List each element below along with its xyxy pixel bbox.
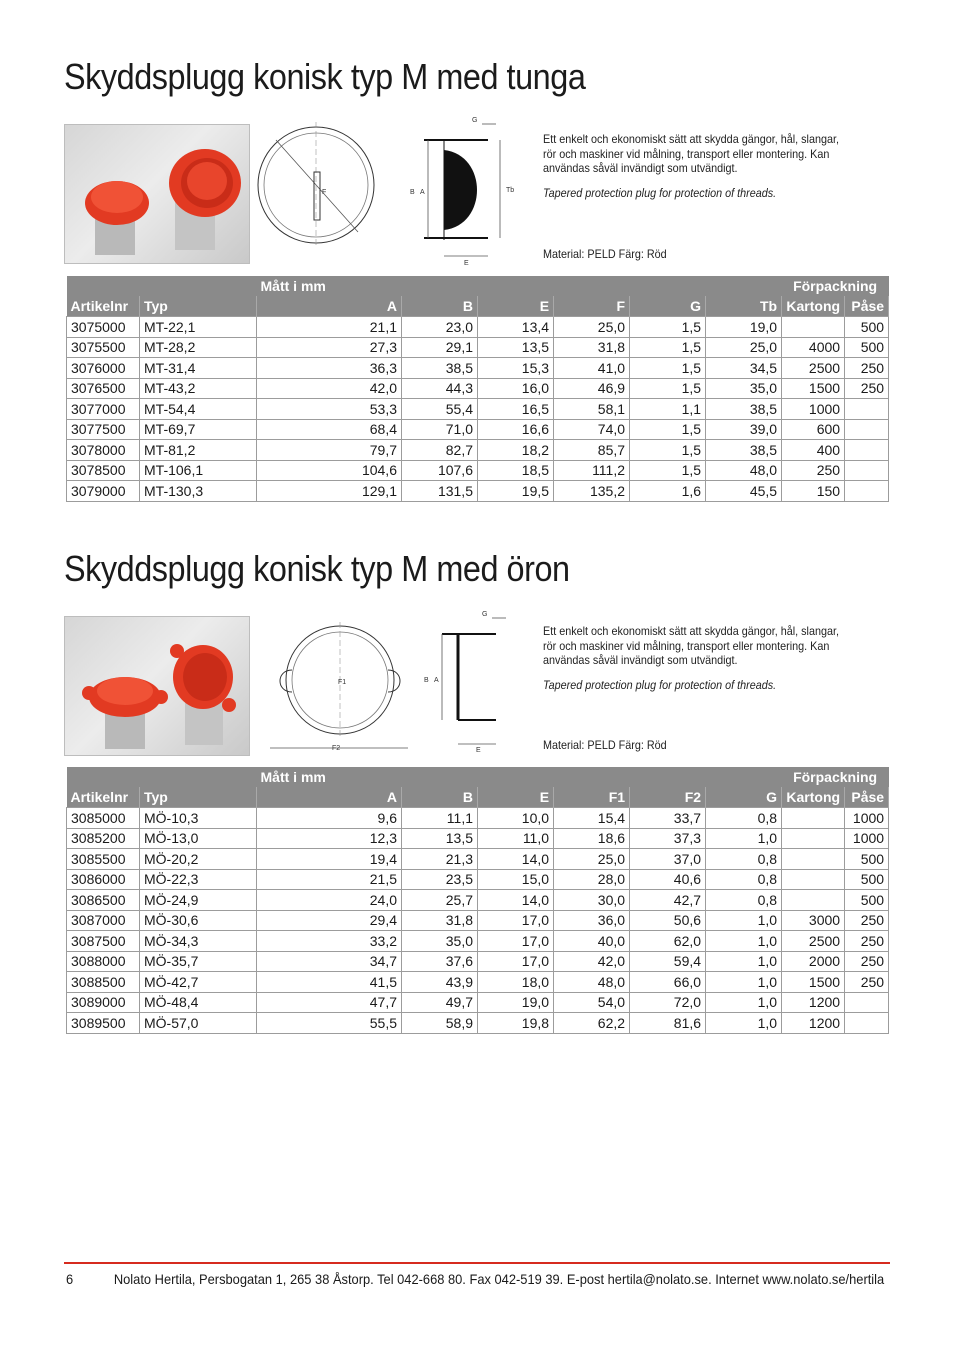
cell-kartong: 2500 — [782, 358, 845, 379]
cell-artikelnr: 3087000 — [67, 910, 140, 931]
cell-typ: MT-81,2 — [140, 440, 257, 461]
cell-pse — [845, 992, 889, 1013]
cell-b: 31,8 — [402, 910, 478, 931]
description — [543, 624, 854, 692]
col-e: E — [478, 296, 554, 317]
cell-e: 14,0 — [478, 849, 554, 870]
cell-tb: 35,0 — [706, 378, 782, 399]
plug-photo-illustration — [65, 617, 249, 755]
cell-e: 19,8 — [478, 1013, 554, 1034]
table-row — [67, 951, 889, 972]
cell-g: 1,0 — [706, 931, 782, 952]
label-f1: F1 — [338, 679, 347, 686]
cell-kartong: 2500 — [782, 931, 845, 952]
cell-typ: MT-106,1 — [140, 460, 257, 481]
cell-e: 15,3 — [478, 358, 554, 379]
section-title: Skyddsplugg konisk typ M med öron — [64, 548, 570, 589]
footer-contact: Nolato Hertila, Persbogatan 1, 265 38 Åstorp. Tel 042-668 80. Fax 042-519 39. E-post hertila@nolato.se. Internet www.nolato.se/hertila — [113, 1271, 885, 1287]
cell-g: 1,0 — [706, 992, 782, 1013]
col-typ: Typ — [140, 787, 257, 808]
cell-typ: MÖ-13,0 — [140, 828, 257, 849]
plug-dimension-drawing — [256, 604, 526, 754]
cell-artikelnr: 3076000 — [67, 358, 140, 379]
cell-a: 53,3 — [257, 399, 402, 420]
cell-g: 1,0 — [706, 828, 782, 849]
cell-typ: MT-22,1 — [140, 317, 257, 338]
cell-artikelnr: 3089000 — [67, 992, 140, 1013]
label-f2: F2 — [332, 745, 341, 752]
cell-f2: 42,7 — [630, 890, 706, 911]
cell-f: 85,7 — [554, 440, 630, 461]
cell-a: 36,3 — [257, 358, 402, 379]
cell-tb: 19,0 — [706, 317, 782, 338]
cell-a: 47,7 — [257, 992, 402, 1013]
cell-artikelnr: 3085000 — [67, 808, 140, 829]
cell-kartong — [782, 869, 845, 890]
cell-pse: 250 — [845, 378, 889, 399]
cell-typ: MÖ-35,7 — [140, 951, 257, 972]
table-row — [67, 890, 889, 911]
material-info: Material: PELD Färg: Röd — [543, 247, 667, 261]
cell-kartong: 400 — [782, 440, 845, 461]
cell-e: 19,0 — [478, 992, 554, 1013]
cell-b: 71,0 — [402, 419, 478, 440]
cell-artikelnr: 3086500 — [67, 890, 140, 911]
cell-e: 17,0 — [478, 931, 554, 952]
cell-f1: 28,0 — [554, 869, 630, 890]
cell-b: 82,7 — [402, 440, 478, 461]
cell-f: 135,2 — [554, 481, 630, 502]
label-g: G — [482, 611, 488, 618]
cell-g: 0,8 — [706, 849, 782, 870]
cell-g: 1,5 — [630, 378, 706, 399]
table-row — [67, 972, 889, 993]
col-g: G — [706, 787, 782, 808]
cell-typ: MT-43,2 — [140, 378, 257, 399]
cell-pse: 1000 — [845, 808, 889, 829]
cell-g: 1,6 — [630, 481, 706, 502]
cell-tb: 48,0 — [706, 460, 782, 481]
cell-b: 25,7 — [402, 890, 478, 911]
cell-a: 55,5 — [257, 1013, 402, 1034]
col-e: E — [478, 787, 554, 808]
section-title: Skyddsplugg konisk typ M med tunga — [64, 56, 586, 97]
cell-typ: MT-28,2 — [140, 337, 257, 358]
cell-kartong — [782, 849, 845, 870]
cell-f2: 72,0 — [630, 992, 706, 1013]
cell-a: 19,4 — [257, 849, 402, 870]
group-pack: Förpackning — [782, 767, 889, 787]
cell-e: 18,5 — [478, 460, 554, 481]
cell-g: 1,5 — [630, 337, 706, 358]
cell-e: 16,6 — [478, 419, 554, 440]
col-pase: Påse — [845, 296, 889, 317]
cell-a: 29,4 — [257, 910, 402, 931]
cell-a: 21,1 — [257, 317, 402, 338]
cell-e: 13,4 — [478, 317, 554, 338]
group-pack: Förpackning — [782, 276, 889, 296]
cell-a: 79,7 — [257, 440, 402, 461]
cell-e: 17,0 — [478, 951, 554, 972]
cell-artikelnr: 3088500 — [67, 972, 140, 993]
cell-b: 38,5 — [402, 358, 478, 379]
cell-b: 55,4 — [402, 399, 478, 420]
cell-f2: 66,0 — [630, 972, 706, 993]
cell-f: 25,0 — [554, 317, 630, 338]
cell-a: 27,3 — [257, 337, 402, 358]
cell-f: 111,2 — [554, 460, 630, 481]
label-b: B — [424, 677, 429, 684]
cell-kartong — [782, 828, 845, 849]
cell-f2: 40,6 — [630, 869, 706, 890]
cell-tb: 39,0 — [706, 419, 782, 440]
cell-a: 33,2 — [257, 931, 402, 952]
cell-pse: 250 — [845, 972, 889, 993]
cell-a: 9,6 — [257, 808, 402, 829]
cell-artikelnr: 3086000 — [67, 869, 140, 890]
cell-tb: 45,5 — [706, 481, 782, 502]
cell-f1: 54,0 — [554, 992, 630, 1013]
cell-artikelnr: 3077000 — [67, 399, 140, 420]
cell-pse: 500 — [845, 337, 889, 358]
cell-g: 1,1 — [630, 399, 706, 420]
table-row — [67, 808, 889, 829]
cell-typ: MT-31,4 — [140, 358, 257, 379]
cell-b: 23,0 — [402, 317, 478, 338]
cell-b: 11,1 — [402, 808, 478, 829]
cell-f2: 33,7 — [630, 808, 706, 829]
cell-pse: 250 — [845, 951, 889, 972]
cell-e: 14,0 — [478, 890, 554, 911]
cell-pse: 500 — [845, 317, 889, 338]
cell-e: 17,0 — [478, 910, 554, 931]
label-a: A — [434, 677, 439, 684]
cell-typ: MT-130,3 — [140, 481, 257, 502]
cell-kartong: 1200 — [782, 1013, 845, 1034]
description-sv: Ett enkelt och ekonomiskt sätt att skydda gängor, hål, slangar, rör och maskiner vid målning, transport eller montering. Kan användas såväl invändigt som utvändigt. — [543, 624, 839, 667]
cell-kartong: 1200 — [782, 992, 845, 1013]
cell-pse: 250 — [845, 910, 889, 931]
cell-g: 1,5 — [630, 440, 706, 461]
table-row — [67, 931, 889, 952]
col-kartong: Kartong — [782, 296, 845, 317]
cell-f: 31,8 — [554, 337, 630, 358]
table-row — [67, 828, 889, 849]
cell-pse: 250 — [845, 358, 889, 379]
cell-kartong: 1000 — [782, 399, 845, 420]
cell-b: 21,3 — [402, 849, 478, 870]
cell-pse: 500 — [845, 849, 889, 870]
cell-tb: 38,5 — [706, 440, 782, 461]
cell-a: 24,0 — [257, 890, 402, 911]
cell-b: 23,5 — [402, 869, 478, 890]
table-row — [67, 992, 889, 1013]
cell-a: 41,5 — [257, 972, 402, 993]
footer — [66, 1271, 884, 1287]
cell-kartong: 2000 — [782, 951, 845, 972]
cell-a: 34,7 — [257, 951, 402, 972]
description-en: Tapered protection plug for protection of threads. — [543, 185, 777, 200]
cell-typ: MT-69,7 — [140, 419, 257, 440]
cell-f1: 42,0 — [554, 951, 630, 972]
cell-g: 1,0 — [706, 1013, 782, 1034]
cell-kartong: 4000 — [782, 337, 845, 358]
cell-typ: MÖ-22,3 — [140, 869, 257, 890]
cell-tb: 38,5 — [706, 399, 782, 420]
cell-g: 1,0 — [706, 951, 782, 972]
cell-b: 35,0 — [402, 931, 478, 952]
cell-e: 13,5 — [478, 337, 554, 358]
group-dims: Mått i mm — [257, 276, 554, 296]
cell-typ: MÖ-48,4 — [140, 992, 257, 1013]
cell-artikelnr: 3085200 — [67, 828, 140, 849]
cell-f2: 62,0 — [630, 931, 706, 952]
table-row — [67, 849, 889, 870]
cell-f: 46,9 — [554, 378, 630, 399]
cell-pse: 250 — [845, 931, 889, 952]
cell-b: 131,5 — [402, 481, 478, 502]
cell-b: 58,9 — [402, 1013, 478, 1034]
cell-kartong: 1500 — [782, 972, 845, 993]
cell-b: 107,6 — [402, 460, 478, 481]
cell-tb: 25,0 — [706, 337, 782, 358]
cell-e: 18,2 — [478, 440, 554, 461]
cell-f1: 40,0 — [554, 931, 630, 952]
cell-typ: MÖ-57,0 — [140, 1013, 257, 1034]
cell-f1: 30,0 — [554, 890, 630, 911]
cell-typ: MÖ-24,9 — [140, 890, 257, 911]
col-b: B — [402, 296, 478, 317]
label-e: E — [464, 260, 469, 267]
cell-b: 43,9 — [402, 972, 478, 993]
cell-a: 129,1 — [257, 481, 402, 502]
cell-g: 1,5 — [630, 460, 706, 481]
cell-g: 1,0 — [706, 910, 782, 931]
cell-b: 44,3 — [402, 378, 478, 399]
table-row — [67, 910, 889, 931]
col-tb: Tb — [706, 296, 782, 317]
col-f: F — [554, 296, 630, 317]
cell-tb: 34,5 — [706, 358, 782, 379]
cell-b: 37,6 — [402, 951, 478, 972]
cell-g: 0,8 — [706, 869, 782, 890]
cell-typ: MÖ-10,3 — [140, 808, 257, 829]
cell-f1: 62,2 — [554, 1013, 630, 1034]
cell-artikelnr: 3088000 — [67, 951, 140, 972]
cell-f: 58,1 — [554, 399, 630, 420]
cell-artikelnr: 3078000 — [67, 440, 140, 461]
cell-typ: MÖ-42,7 — [140, 972, 257, 993]
cell-artikelnr: 3087500 — [67, 931, 140, 952]
table-row — [67, 869, 889, 890]
technical-drawing — [256, 604, 526, 759]
cell-f2: 37,3 — [630, 828, 706, 849]
table-row — [67, 1013, 889, 1034]
product-photo — [64, 616, 250, 756]
col-artikelnr: Artikelnr — [67, 296, 140, 317]
cell-f1: 25,0 — [554, 849, 630, 870]
cell-e: 10,0 — [478, 808, 554, 829]
col-artikelnr: Artikelnr — [67, 787, 140, 808]
cell-f2: 81,6 — [630, 1013, 706, 1034]
cell-g: 1,5 — [630, 358, 706, 379]
cell-pse: 500 — [845, 869, 889, 890]
label-a: A — [420, 189, 425, 196]
col-a: A — [257, 296, 402, 317]
description-en: Tapered protection plug for protection of threads. — [543, 677, 777, 692]
col-typ: Typ — [140, 296, 257, 317]
cell-e: 15,0 — [478, 869, 554, 890]
cell-pse — [845, 1013, 889, 1034]
page-number: 6 — [66, 1271, 74, 1287]
cell-a: 21,5 — [257, 869, 402, 890]
col-f2: F2 — [630, 787, 706, 808]
cell-artikelnr: 3075000 — [67, 317, 140, 338]
cell-kartong — [782, 808, 845, 829]
cell-g: 1,5 — [630, 419, 706, 440]
cell-a: 68,4 — [257, 419, 402, 440]
cell-typ: MÖ-20,2 — [140, 849, 257, 870]
col-kartong: Kartong — [782, 787, 845, 808]
cell-artikelnr: 3079000 — [67, 481, 140, 502]
col-g: G — [630, 296, 706, 317]
table-header — [67, 787, 889, 808]
col-f1: F1 — [554, 787, 630, 808]
cell-a: 12,3 — [257, 828, 402, 849]
cell-kartong: 150 — [782, 481, 845, 502]
cell-f2: 50,6 — [630, 910, 706, 931]
cell-f: 74,0 — [554, 419, 630, 440]
cell-artikelnr: 3089500 — [67, 1013, 140, 1034]
cell-artikelnr: 3075500 — [67, 337, 140, 358]
col-a: A — [257, 787, 402, 808]
cell-e: 16,5 — [478, 399, 554, 420]
cell-pse: 500 — [845, 890, 889, 911]
cell-kartong: 250 — [782, 460, 845, 481]
cell-kartong — [782, 890, 845, 911]
cell-typ: MÖ-30,6 — [140, 910, 257, 931]
label-e: E — [476, 747, 481, 754]
cell-f2: 59,4 — [630, 951, 706, 972]
label-b: B — [410, 189, 415, 196]
spec-table — [66, 767, 889, 1034]
cell-f1: 18,6 — [554, 828, 630, 849]
cell-kartong: 1500 — [782, 378, 845, 399]
cell-e: 16,0 — [478, 378, 554, 399]
table-group-header — [67, 767, 889, 787]
cell-typ: MÖ-34,3 — [140, 931, 257, 952]
col-b: B — [402, 787, 478, 808]
cell-artikelnr: 3076500 — [67, 378, 140, 399]
cell-e: 18,0 — [478, 972, 554, 993]
cell-g: 0,8 — [706, 890, 782, 911]
cell-typ: MT-54,4 — [140, 399, 257, 420]
cell-f2: 37,0 — [630, 849, 706, 870]
cell-artikelnr: 3078500 — [67, 460, 140, 481]
cell-artikelnr: 3085500 — [67, 849, 140, 870]
cell-e: 19,5 — [478, 481, 554, 502]
cell-b: 13,5 — [402, 828, 478, 849]
cell-f1: 36,0 — [554, 910, 630, 931]
footer-rule — [64, 1262, 890, 1264]
label-tb: Tb — [506, 187, 515, 194]
group-dims: Mått i mm — [257, 767, 554, 787]
cell-kartong: 600 — [782, 419, 845, 440]
cell-kartong: 3000 — [782, 910, 845, 931]
cell-g: 1,5 — [630, 317, 706, 338]
cell-f: 41,0 — [554, 358, 630, 379]
label-f: F — [322, 189, 327, 196]
cell-f1: 48,0 — [554, 972, 630, 993]
cell-pse: 1000 — [845, 828, 889, 849]
cell-a: 104,6 — [257, 460, 402, 481]
description-sv: Ett enkelt och ekonomiskt sätt att skydda gängor, hål, slangar, rör och maskiner vid målning, transport eller montering. Kan användas såväl invändigt som utvändigt. — [543, 132, 839, 175]
material-info: Material: PELD Färg: Röd — [543, 738, 667, 752]
cell-g: 1,0 — [706, 972, 782, 993]
label-g: G — [472, 117, 478, 124]
cell-b: 49,7 — [402, 992, 478, 1013]
cell-f1: 15,4 — [554, 808, 630, 829]
cell-a: 42,0 — [257, 378, 402, 399]
cell-e: 11,0 — [478, 828, 554, 849]
col-pase: Påse — [845, 787, 889, 808]
cell-artikelnr: 3077500 — [67, 419, 140, 440]
cell-b: 29,1 — [402, 337, 478, 358]
cell-g: 0,8 — [706, 808, 782, 829]
